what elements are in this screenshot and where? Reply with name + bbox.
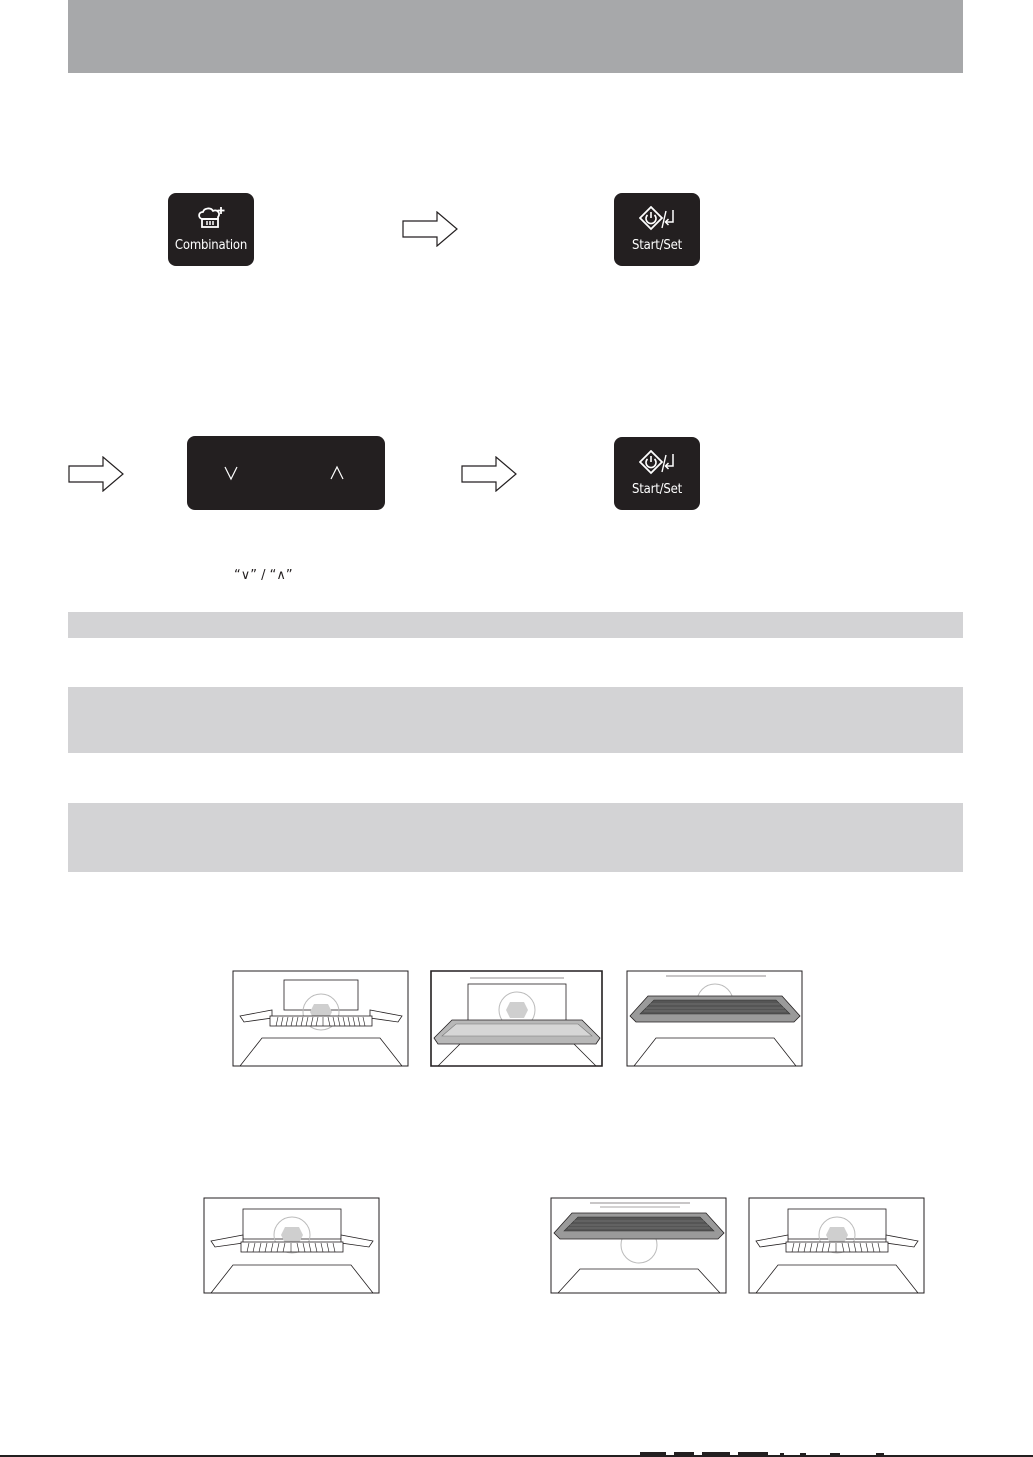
info-band: [68, 687, 963, 753]
flow-arrow-icon: [68, 456, 124, 492]
oven-tray-illustration: [430, 970, 604, 1068]
start-set-icon: [639, 206, 675, 236]
up-down-keypad: [187, 436, 385, 510]
oven-rack-illustration: [232, 970, 410, 1068]
flow-arrow-icon: [461, 456, 517, 492]
start-set-button[interactable]: [614, 437, 700, 510]
start-set-label: Start/Set: [632, 482, 682, 497]
chevron-down-icon: [223, 465, 239, 481]
combination-label: Combination: [174, 238, 248, 253]
info-band: [68, 803, 963, 872]
down-button[interactable]: [201, 436, 261, 510]
oven-crusty-plate-illustration: [550, 1197, 728, 1295]
up-button[interactable]: [307, 436, 367, 510]
chef-hat-plus-icon: [196, 206, 226, 236]
header-bar: [68, 0, 963, 73]
oven-crusty-plate-illustration: [626, 970, 804, 1068]
section-band: [68, 612, 963, 638]
oven-rack-illustration: [748, 1197, 926, 1295]
start-set-button[interactable]: [614, 193, 700, 266]
combination-button[interactable]: [168, 193, 254, 266]
flow-arrow-icon: [402, 211, 458, 247]
chevron-up-icon: [329, 465, 345, 481]
oven-rack-illustration: [203, 1197, 381, 1295]
arrow-caption: “∨” / “∧”: [234, 568, 293, 583]
start-set-label: Start/Set: [632, 238, 682, 253]
footer-marks: [640, 1451, 900, 1457]
start-set-icon: [639, 450, 675, 480]
